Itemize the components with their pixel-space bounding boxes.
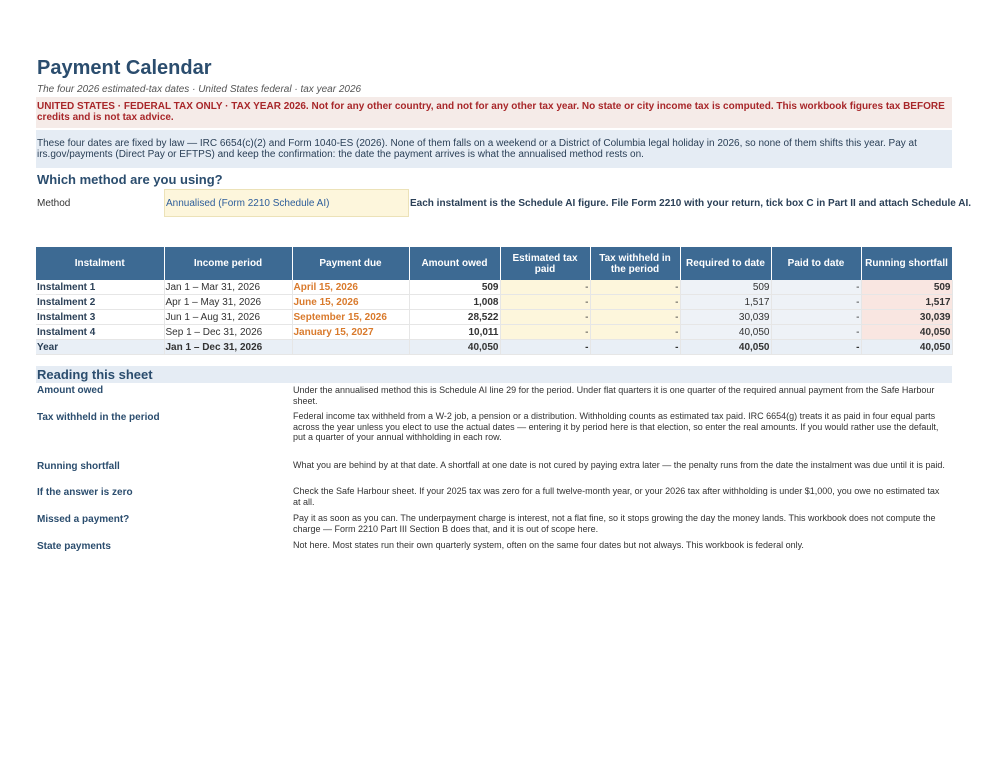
amount-owed: 1,008 bbox=[409, 295, 500, 310]
required-to-date: 1,517 bbox=[680, 295, 771, 310]
tax-withheld-input[interactable]: - bbox=[590, 325, 680, 340]
amount-owed: 10,011 bbox=[409, 325, 500, 340]
instalment-label: Instalment 2 bbox=[36, 295, 164, 310]
table-row bbox=[36, 310, 952, 325]
method-dropdown[interactable]: Annualised (Form 2210 Schedule AI) bbox=[164, 189, 409, 217]
tax-withheld-input[interactable]: - bbox=[590, 295, 680, 310]
method-note: Each instalment is the Schedule AI figure. File Form 2210 with your return, tick box C in Part II and attach Schedule AI. bbox=[410, 198, 972, 209]
col-header: Running shortfall bbox=[861, 247, 952, 280]
running-shortfall: 30,039 bbox=[861, 310, 952, 325]
col-header: Estimated tax paid bbox=[500, 247, 590, 280]
page-title: Payment Calendar bbox=[37, 57, 212, 79]
payment-due: January 15, 2027 bbox=[292, 325, 409, 340]
reading-label: Missed a payment? bbox=[37, 514, 130, 525]
reading-label: State payments bbox=[37, 541, 111, 552]
paid-to-date: - bbox=[771, 295, 861, 310]
income-period: Jun 1 – Aug 31, 2026 bbox=[164, 310, 292, 325]
instalment-label: Instalment 4 bbox=[36, 325, 164, 340]
reading-label: If the answer is zero bbox=[37, 487, 133, 498]
paid-to-date: - bbox=[771, 310, 861, 325]
income-period: Sep 1 – Dec 31, 2026 bbox=[164, 325, 292, 340]
col-header: Payment due bbox=[292, 247, 409, 280]
col-header: Tax withheld in the period bbox=[590, 247, 680, 280]
tax-withheld-total: - bbox=[590, 340, 680, 355]
tax-withheld-input[interactable]: - bbox=[590, 310, 680, 325]
required-to-date: 40,050 bbox=[680, 325, 771, 340]
amount-owed: 509 bbox=[409, 280, 500, 295]
income-period: Jan 1 – Mar 31, 2026 bbox=[164, 280, 292, 295]
reading-text: Under the annualised method this is Schedule AI line 29 for the period. Under flat quarters it is one quarter of the required annual payment from the Safe Harbour sheet. bbox=[293, 385, 935, 406]
running-shortfall: 40,050 bbox=[861, 340, 952, 355]
paid-to-date: - bbox=[771, 280, 861, 295]
col-header: Amount owed bbox=[409, 247, 500, 280]
reading-text: Pay it as soon as you can. The underpayment charge is interest, not a flat fine, so it stops growing the day the money lands. This workbook does not compute the charge — Form 2210 Part III Section B does that, and it is out of scope here. bbox=[293, 513, 936, 534]
payment-table bbox=[36, 247, 953, 355]
col-header: Required to date bbox=[680, 247, 771, 280]
reading-text: What you are behind by at that date. A shortfall at one date is not cured by paying extra later — the penalty runs from the date the instalment was due until it is paid. bbox=[293, 460, 945, 470]
instalment-label: Instalment 1 bbox=[36, 280, 164, 295]
reading-label: Tax withheld in the period bbox=[37, 412, 160, 423]
info-banner: These four dates are fixed by law — IRC 6654(c)(2) and Form 1040-ES (2026). None of them falls on a weekend or a District of Columbia legal holiday in 2026, so none of them shifts this year. Pay at irs.gov/payments (Direct Pay or EFTPS) and keep the confirmation: the date the payment arrives is what the annualised method rests on. bbox=[36, 130, 952, 168]
running-shortfall: 1,517 bbox=[861, 295, 952, 310]
method-heading: Which method are you using? bbox=[37, 172, 223, 187]
estimated-tax-paid-input[interactable]: - bbox=[500, 280, 590, 295]
page-subtitle: The four 2026 estimated-tax dates · United States federal · tax year 2026 bbox=[37, 84, 362, 95]
table-total-row bbox=[36, 340, 952, 355]
payment-due: June 15, 2026 bbox=[292, 295, 409, 310]
reading-text: Check the Safe Harbour sheet. If your 2025 tax was zero for a full twelve-month year, or your 2026 tax after withholding is under $1,000, you owe no estimated tax at all. bbox=[293, 486, 940, 507]
amount-owed: 28,522 bbox=[409, 310, 500, 325]
estimated-tax-paid-input[interactable]: - bbox=[500, 325, 590, 340]
income-period: Apr 1 – May 31, 2026 bbox=[164, 295, 292, 310]
estimated-tax-paid-input[interactable]: - bbox=[500, 310, 590, 325]
required-to-date: 509 bbox=[680, 280, 771, 295]
required-to-date: 40,050 bbox=[680, 340, 771, 355]
estimated-tax-paid-total: - bbox=[500, 340, 590, 355]
running-shortfall: 40,050 bbox=[861, 325, 952, 340]
table-header-row bbox=[36, 247, 952, 280]
reading-text: Not here. Most states run their own quarterly system, often on the same four dates but not always. This workbook is federal only. bbox=[293, 540, 804, 550]
col-header: Paid to date bbox=[771, 247, 861, 280]
method-label: Method bbox=[37, 198, 71, 209]
col-header: Instalment bbox=[36, 247, 164, 280]
col-header: Income period bbox=[164, 247, 292, 280]
amount-owed: 40,050 bbox=[409, 340, 500, 355]
reading-heading: Reading this sheet bbox=[37, 367, 153, 382]
reading-text: Federal income tax withheld from a W-2 job, a pension or a distribution. Withholding counts as estimated tax paid. IRC 6654(g) treats it as paid in four equal parts across the year unless you elect to use the actual dates — entering it by period here is that election, so enter the real amounts. If you would rather use the default, put a quarter of your annual withholding in each row. bbox=[293, 411, 939, 442]
warning-banner: UNITED STATES · FEDERAL TAX ONLY · TAX YEAR 2026. Not for any other country, and not for any other tax year. No state or city income tax is computed. This workbook figures tax BEFORE credits and is not tax advice. bbox=[36, 97, 952, 128]
running-shortfall: 509 bbox=[861, 280, 952, 295]
income-period: Jan 1 – Dec 31, 2026 bbox=[164, 340, 292, 355]
payment-due: April 15, 2026 bbox=[292, 280, 409, 295]
reading-label: Amount owed bbox=[37, 385, 104, 396]
table-row bbox=[36, 280, 952, 295]
reading-heading-bar bbox=[36, 366, 952, 383]
instalment-label: Instalment 3 bbox=[36, 310, 164, 325]
payment-due: September 15, 2026 bbox=[292, 310, 409, 325]
reading-label: Running shortfall bbox=[37, 461, 120, 472]
table-row bbox=[36, 295, 952, 310]
estimated-tax-paid-input[interactable]: - bbox=[500, 295, 590, 310]
paid-to-date: - bbox=[771, 340, 861, 355]
table-row bbox=[36, 325, 952, 340]
required-to-date: 30,039 bbox=[680, 310, 771, 325]
payment-due bbox=[292, 340, 409, 355]
tax-withheld-input[interactable]: - bbox=[590, 280, 680, 295]
paid-to-date: - bbox=[771, 325, 861, 340]
year-label: Year bbox=[36, 340, 164, 355]
